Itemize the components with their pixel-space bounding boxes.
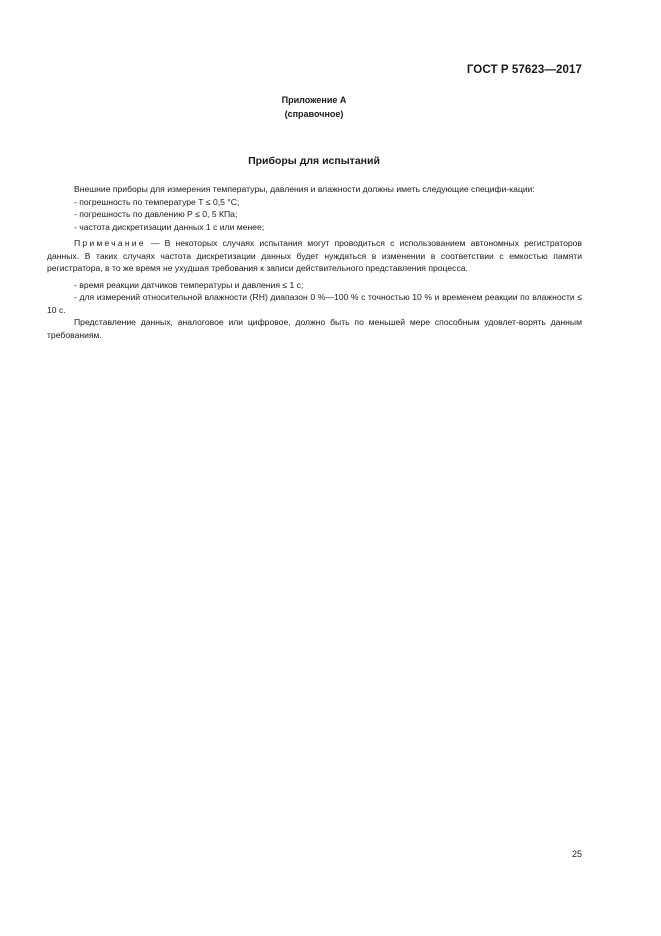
spec-item-pressure: - погрешность по давлению Р ≤ 0, 5 КПа; [74, 209, 238, 219]
appendix-subtitle: (справочное) [284, 109, 344, 119]
appendix-title: Приложение А [281, 95, 347, 105]
intro-paragraph: Внешние приборы для измерения температуры, давления и влажности должны иметь следующие специфи-кации: [74, 184, 535, 194]
spec-item-sampling: - частота дискретизации данных 1 с или менее; [74, 221, 265, 232]
body-text [47, 183, 582, 341]
document-code: ГОСТ Р 57623—2017 [466, 64, 582, 76]
appendix-heading [0, 93, 628, 121]
section-title: Приборы для испытаний [248, 155, 380, 167]
note-text: — В некоторых случаях испытания могут проводиться с использованием автономных регистраторов данных. В таких случаях частота дискретизации данных будет нуждаться в изменении в соответствии с емкостью памяти регистратора, в то же время не ухудшая требования к записи действительного представления процесса. [47, 238, 582, 273]
reaction-item-humidity: - для измерений относительной влажности (RH) диапазон 0 %—100 % с точностью 10 % и временем реакции по влажности ≤ 10 с. [47, 292, 582, 315]
closing-paragraph: Представление данных, аналоговое или цифровое, должно быть по меньшей мере способным удовлет-ворять данным требованиям. [47, 317, 582, 340]
note-label: Примечание [74, 238, 146, 248]
reaction-item-sensors: - время реакции датчиков температуры и давления ≤ 1 с; [74, 279, 304, 290]
note-paragraph [47, 237, 582, 275]
spec-item-temperature: - погрешность по температуре Т ≤ 0,5 °С; [74, 196, 240, 207]
page-number: 25 [571, 849, 582, 859]
